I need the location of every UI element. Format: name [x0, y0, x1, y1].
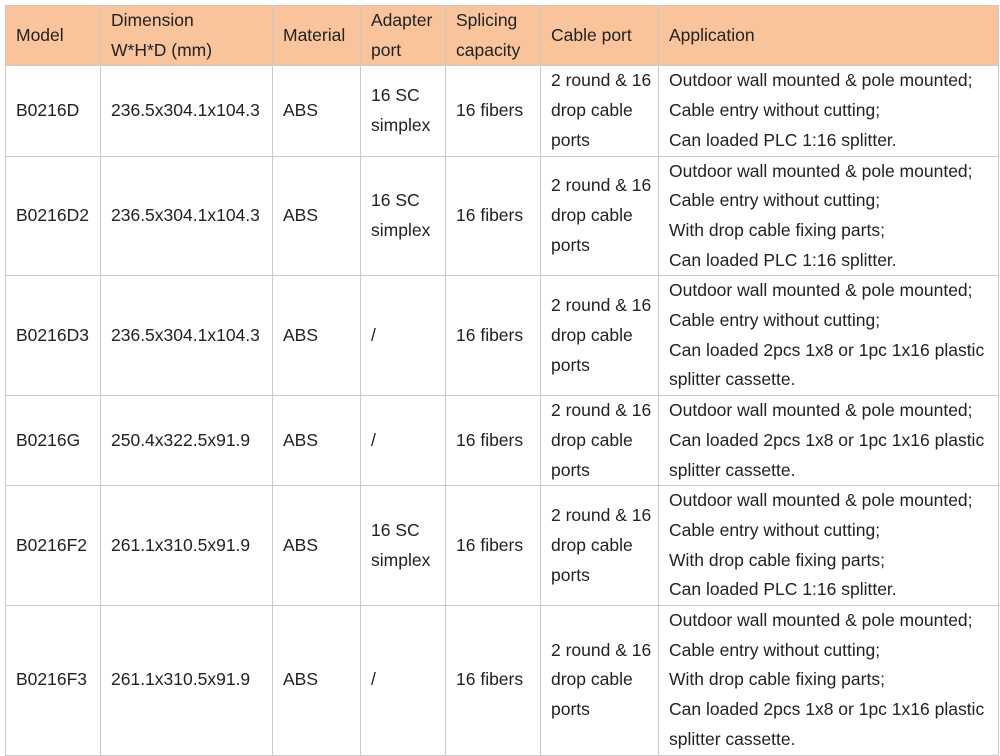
cell-line: /: [371, 429, 376, 450]
cell-application: [659, 486, 999, 606]
cell-line: 2 round & 16: [551, 639, 652, 660]
cell-splicing-capacity: 16 fibers: [446, 66, 541, 156]
cell-line: 2 round & 16: [551, 175, 652, 196]
cell-line: /: [371, 324, 376, 345]
cell-application: [659, 66, 999, 156]
cell-line: 2 round & 16: [551, 400, 652, 421]
header-splicing-line: capacity: [456, 39, 521, 60]
cell-line: Can loaded PLC 1:16 splitter.: [669, 249, 897, 270]
cell-line: ports: [551, 699, 590, 720]
header-material: Material: [273, 6, 361, 66]
cell-line: simplex: [371, 219, 431, 240]
cell-splicing-capacity: 16 fibers: [446, 486, 541, 606]
cell-dimension: 250.4x322.5x91.9: [101, 396, 273, 486]
header-row: [6, 6, 999, 66]
cell-line: drop cable: [551, 669, 633, 690]
cell-cable-port: [541, 66, 659, 156]
cell-adapter-port: [361, 396, 446, 486]
cell-model: B0216F3: [6, 606, 101, 756]
cell-line: Outdoor wall mounted & pole mounted;: [669, 70, 973, 91]
cell-dimension: 261.1x310.5x91.9: [101, 486, 273, 606]
cell-cable-port: [541, 396, 659, 486]
cell-line: drop cable: [551, 100, 633, 121]
cell-line: Can loaded PLC 1:16 splitter.: [669, 579, 897, 600]
cell-adapter-port: [361, 66, 446, 156]
cell-dimension: 236.5x304.1x104.3: [101, 156, 273, 276]
cell-line: drop cable: [551, 205, 633, 226]
cell-dimension: 236.5x304.1x104.3: [101, 66, 273, 156]
header-application: Application: [659, 6, 999, 66]
cell-adapter-port: [361, 276, 446, 396]
cell-line: ports: [551, 564, 590, 585]
cell-line: simplex: [371, 549, 431, 570]
cell-material: ABS: [273, 606, 361, 756]
cell-adapter-port: [361, 486, 446, 606]
cell-line: Can loaded 2pcs 1x8 or 1pc 1x16 plastic: [669, 699, 985, 720]
header-splicing-line: Splicing: [456, 10, 518, 30]
cell-line: 2 round & 16: [551, 505, 652, 526]
table-row: [6, 606, 999, 756]
cell-line: splitter cassette.: [669, 459, 796, 480]
table-row: [6, 66, 999, 156]
cell-line: Can loaded 2pcs 1x8 or 1pc 1x16 plastic: [669, 429, 985, 450]
table-row: [6, 276, 999, 396]
cell-line: Outdoor wall mounted & pole mounted;: [669, 160, 973, 181]
cell-line: 16 SC: [371, 85, 420, 106]
cell-line: Cable entry without cutting;: [669, 100, 881, 121]
cell-line: 16 SC: [371, 519, 420, 540]
cell-line: Cable entry without cutting;: [669, 190, 881, 211]
cell-line: With drop cable fixing parts;: [669, 549, 885, 570]
cell-dimension: 236.5x304.1x104.3: [101, 276, 273, 396]
table-row: [6, 156, 999, 276]
cell-line: Cable entry without cutting;: [669, 639, 881, 660]
cell-splicing-capacity: 16 fibers: [446, 276, 541, 396]
cell-adapter-port: [361, 606, 446, 756]
cell-line: Outdoor wall mounted & pole mounted;: [669, 610, 973, 631]
cell-application: [659, 606, 999, 756]
cell-line: Can loaded 2pcs 1x8 or 1pc 1x16 plastic: [669, 339, 985, 360]
header-model: Model: [6, 6, 101, 66]
cell-line: 16 SC: [371, 190, 420, 211]
header-splicing-capacity: [446, 6, 541, 66]
cell-model: B0216F2: [6, 486, 101, 606]
cell-line: drop cable: [551, 324, 633, 345]
cell-line: ports: [551, 459, 590, 480]
cell-line: Outdoor wall mounted & pole mounted;: [669, 490, 973, 511]
cell-material: ABS: [273, 66, 361, 156]
cell-material: ABS: [273, 396, 361, 486]
cell-material: ABS: [273, 486, 361, 606]
cell-splicing-capacity: 16 fibers: [446, 156, 541, 276]
cell-line: ports: [551, 129, 590, 150]
header-dimension-line: W*H*D (mm): [111, 39, 213, 60]
cell-line: drop cable: [551, 429, 633, 450]
cell-application: [659, 156, 999, 276]
header-cable-port: Cable port: [541, 6, 659, 66]
cell-material: ABS: [273, 276, 361, 396]
cell-line: ports: [551, 354, 590, 375]
cell-line: /: [371, 669, 376, 690]
table-row: [6, 396, 999, 486]
cell-cable-port: [541, 156, 659, 276]
cell-splicing-capacity: 16 fibers: [446, 396, 541, 486]
cell-line: 2 round & 16: [551, 295, 652, 316]
cell-model: B0216G: [6, 396, 101, 486]
cell-material: ABS: [273, 156, 361, 276]
cell-line: Outdoor wall mounted & pole mounted;: [669, 400, 973, 421]
header-adapter-port: [361, 6, 446, 66]
table-row: [6, 486, 999, 606]
cell-line: With drop cable fixing parts;: [669, 669, 885, 690]
cell-line: simplex: [371, 114, 431, 135]
header-dimension: [101, 6, 273, 66]
cell-line: splitter cassette.: [669, 369, 796, 390]
header-adapter-line: port: [371, 39, 402, 60]
cell-dimension: 261.1x310.5x91.9: [101, 606, 273, 756]
cell-splicing-capacity: 16 fibers: [446, 606, 541, 756]
cell-line: splitter cassette.: [669, 728, 796, 749]
cell-model: B0216D2: [6, 156, 101, 276]
cell-model: B0216D: [6, 66, 101, 156]
cell-line: 2 round & 16: [551, 70, 652, 91]
header-adapter-line: Adapter: [371, 10, 433, 30]
cell-line: Can loaded PLC 1:16 splitter.: [669, 129, 897, 150]
cell-application: [659, 276, 999, 396]
cell-line: drop cable: [551, 534, 633, 555]
cell-line: Cable entry without cutting;: [669, 310, 881, 331]
cell-model: B0216D3: [6, 276, 101, 396]
spec-table: [5, 5, 999, 756]
cell-line: ports: [551, 234, 590, 255]
cell-cable-port: [541, 606, 659, 756]
cell-line: Outdoor wall mounted & pole mounted;: [669, 280, 973, 301]
cell-line: Cable entry without cutting;: [669, 519, 881, 540]
header-dimension-line: Dimension: [111, 10, 194, 30]
cell-line: With drop cable fixing parts;: [669, 219, 885, 240]
cell-adapter-port: [361, 156, 446, 276]
cell-cable-port: [541, 486, 659, 606]
cell-application: [659, 396, 999, 486]
cell-cable-port: [541, 276, 659, 396]
